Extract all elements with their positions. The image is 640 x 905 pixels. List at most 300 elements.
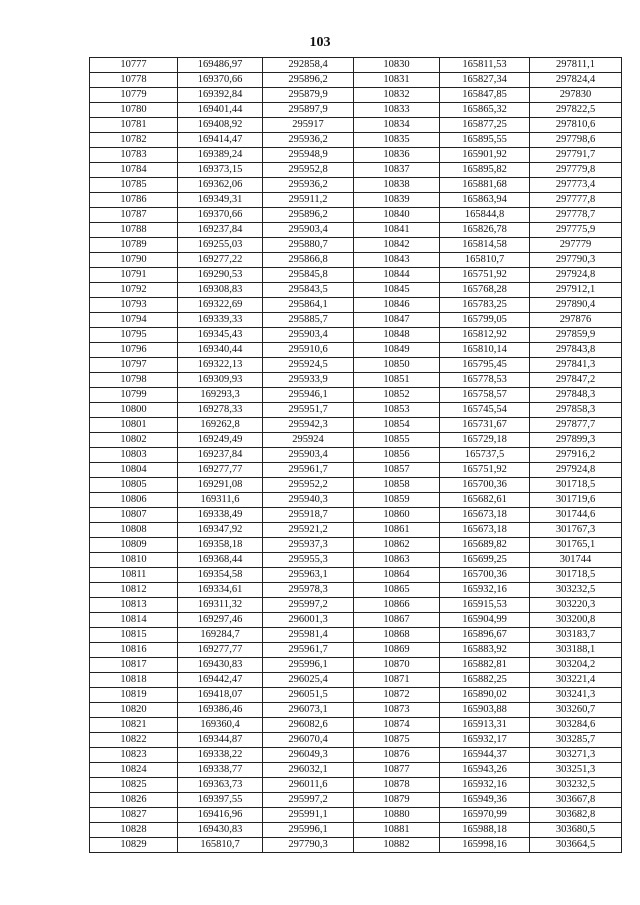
x-coordinate-right: 165988,18 xyxy=(440,823,530,838)
y-coordinate-left: 297790,3 xyxy=(263,838,354,853)
point-number-left: 10812 xyxy=(90,583,178,598)
point-number-right: 10855 xyxy=(354,433,440,448)
table-row xyxy=(90,313,622,328)
y-coordinate-right: 297773,4 xyxy=(530,178,622,193)
x-coordinate-left: 169370,66 xyxy=(178,73,263,88)
y-coordinate-right: 297890,4 xyxy=(530,298,622,313)
point-number-left: 10797 xyxy=(90,358,178,373)
point-number-right: 10867 xyxy=(354,613,440,628)
y-coordinate-right: 297824,4 xyxy=(530,73,622,88)
y-coordinate-left: 295937,3 xyxy=(263,538,354,553)
x-coordinate-right: 165814,58 xyxy=(440,238,530,253)
table-row xyxy=(90,148,622,163)
x-coordinate-right: 165778,53 xyxy=(440,373,530,388)
x-coordinate-left: 169237,84 xyxy=(178,223,263,238)
x-coordinate-left: 169347,92 xyxy=(178,523,263,538)
point-number-left: 10786 xyxy=(90,193,178,208)
y-coordinate-left: 295946,1 xyxy=(263,388,354,403)
point-number-left: 10824 xyxy=(90,763,178,778)
point-number-left: 10808 xyxy=(90,523,178,538)
point-number-right: 10871 xyxy=(354,673,440,688)
y-coordinate-left: 295952,8 xyxy=(263,163,354,178)
y-coordinate-left: 295843,5 xyxy=(263,283,354,298)
y-coordinate-left: 296073,1 xyxy=(263,703,354,718)
table-row xyxy=(90,433,622,448)
x-coordinate-right: 165751,92 xyxy=(440,463,530,478)
y-coordinate-right: 303664,5 xyxy=(530,838,622,853)
point-number-left: 10826 xyxy=(90,793,178,808)
table-row xyxy=(90,448,622,463)
x-coordinate-left: 169373,15 xyxy=(178,163,263,178)
x-coordinate-left: 169486,97 xyxy=(178,58,263,73)
x-coordinate-right: 165896,67 xyxy=(440,628,530,643)
x-coordinate-left: 169386,46 xyxy=(178,703,263,718)
point-number-right: 10830 xyxy=(354,58,440,73)
y-coordinate-left: 296082,6 xyxy=(263,718,354,733)
point-number-left: 10804 xyxy=(90,463,178,478)
y-coordinate-left: 295952,2 xyxy=(263,478,354,493)
x-coordinate-right: 165901,92 xyxy=(440,148,530,163)
x-coordinate-left: 169430,83 xyxy=(178,823,263,838)
table-row xyxy=(90,373,622,388)
y-coordinate-right: 303220,3 xyxy=(530,598,622,613)
point-number-right: 10879 xyxy=(354,793,440,808)
point-number-left: 10783 xyxy=(90,148,178,163)
y-coordinate-left: 295911,2 xyxy=(263,193,354,208)
table-row xyxy=(90,268,622,283)
x-coordinate-right: 165682,61 xyxy=(440,493,530,508)
y-coordinate-left: 295903,4 xyxy=(263,448,354,463)
table-row xyxy=(90,253,622,268)
y-coordinate-right: 297811,1 xyxy=(530,58,622,73)
point-number-left: 10777 xyxy=(90,58,178,73)
point-number-right: 10850 xyxy=(354,358,440,373)
y-coordinate-left: 295918,7 xyxy=(263,508,354,523)
y-coordinate-left: 295978,3 xyxy=(263,583,354,598)
point-number-left: 10785 xyxy=(90,178,178,193)
y-coordinate-left: 296001,3 xyxy=(263,613,354,628)
y-coordinate-left: 295921,2 xyxy=(263,523,354,538)
x-coordinate-right: 165883,92 xyxy=(440,643,530,658)
y-coordinate-left: 295936,2 xyxy=(263,133,354,148)
table-row xyxy=(90,553,622,568)
x-coordinate-left: 169339,33 xyxy=(178,313,263,328)
point-number-left: 10794 xyxy=(90,313,178,328)
y-coordinate-right: 297924,8 xyxy=(530,268,622,283)
y-coordinate-left: 295879,9 xyxy=(263,88,354,103)
point-number-right: 10835 xyxy=(354,133,440,148)
y-coordinate-right: 303285,7 xyxy=(530,733,622,748)
point-number-right: 10841 xyxy=(354,223,440,238)
x-coordinate-left: 169293,3 xyxy=(178,388,263,403)
point-number-right: 10856 xyxy=(354,448,440,463)
table-row xyxy=(90,838,622,853)
point-number-right: 10840 xyxy=(354,208,440,223)
y-coordinate-right: 303204,2 xyxy=(530,658,622,673)
y-coordinate-right: 303680,5 xyxy=(530,823,622,838)
x-coordinate-right: 165913,31 xyxy=(440,718,530,733)
y-coordinate-right: 303200,8 xyxy=(530,613,622,628)
x-coordinate-right: 165768,28 xyxy=(440,283,530,298)
y-coordinate-right: 297791,7 xyxy=(530,148,622,163)
table-row xyxy=(90,583,622,598)
x-coordinate-right: 165881,68 xyxy=(440,178,530,193)
y-coordinate-right: 297830 xyxy=(530,88,622,103)
y-coordinate-right: 297790,3 xyxy=(530,253,622,268)
point-number-left: 10791 xyxy=(90,268,178,283)
x-coordinate-left: 169354,58 xyxy=(178,568,263,583)
point-number-right: 10869 xyxy=(354,643,440,658)
point-number-right: 10846 xyxy=(354,298,440,313)
x-coordinate-left: 169322,69 xyxy=(178,298,263,313)
point-number-left: 10779 xyxy=(90,88,178,103)
table-row xyxy=(90,223,622,238)
x-coordinate-left: 169360,4 xyxy=(178,718,263,733)
table-row xyxy=(90,688,622,703)
point-number-right: 10847 xyxy=(354,313,440,328)
x-coordinate-right: 165745,54 xyxy=(440,403,530,418)
x-coordinate-right: 165932,16 xyxy=(440,778,530,793)
point-number-left: 10801 xyxy=(90,418,178,433)
x-coordinate-right: 165700,36 xyxy=(440,568,530,583)
y-coordinate-left: 295936,2 xyxy=(263,178,354,193)
x-coordinate-right: 165882,81 xyxy=(440,658,530,673)
table-row xyxy=(90,718,622,733)
table-row xyxy=(90,493,622,508)
x-coordinate-right: 165904,99 xyxy=(440,613,530,628)
y-coordinate-right: 297810,6 xyxy=(530,118,622,133)
point-number-left: 10798 xyxy=(90,373,178,388)
x-coordinate-left: 169397,55 xyxy=(178,793,263,808)
table-row xyxy=(90,598,622,613)
point-number-right: 10881 xyxy=(354,823,440,838)
x-coordinate-right: 165944,37 xyxy=(440,748,530,763)
x-coordinate-left: 169277,77 xyxy=(178,463,263,478)
y-coordinate-left: 295991,1 xyxy=(263,808,354,823)
table-row xyxy=(90,418,622,433)
x-coordinate-left: 169363,73 xyxy=(178,778,263,793)
x-coordinate-left: 169290,53 xyxy=(178,268,263,283)
table-row xyxy=(90,118,622,133)
page-number: 103 xyxy=(309,35,331,50)
x-coordinate-right: 165751,92 xyxy=(440,268,530,283)
x-coordinate-left: 169430,83 xyxy=(178,658,263,673)
x-coordinate-left: 169284,7 xyxy=(178,628,263,643)
point-number-left: 10806 xyxy=(90,493,178,508)
x-coordinate-right: 165737,5 xyxy=(440,448,530,463)
y-coordinate-left: 295924 xyxy=(263,433,354,448)
x-coordinate-right: 165863,94 xyxy=(440,193,530,208)
point-number-right: 10880 xyxy=(354,808,440,823)
x-coordinate-left: 169277,22 xyxy=(178,253,263,268)
point-number-left: 10778 xyxy=(90,73,178,88)
x-coordinate-right: 165932,16 xyxy=(440,583,530,598)
point-number-right: 10878 xyxy=(354,778,440,793)
point-number-left: 10816 xyxy=(90,643,178,658)
x-coordinate-right: 165783,25 xyxy=(440,298,530,313)
y-coordinate-right: 297778,7 xyxy=(530,208,622,223)
table-row xyxy=(90,478,622,493)
x-coordinate-right: 165895,55 xyxy=(440,133,530,148)
x-coordinate-right: 165865,32 xyxy=(440,103,530,118)
x-coordinate-left: 169368,44 xyxy=(178,553,263,568)
x-coordinate-right: 165689,82 xyxy=(440,538,530,553)
y-coordinate-right: 303682,8 xyxy=(530,808,622,823)
point-number-left: 10822 xyxy=(90,733,178,748)
x-coordinate-left: 169322,13 xyxy=(178,358,263,373)
x-coordinate-left: 169338,22 xyxy=(178,748,263,763)
table-row xyxy=(90,673,622,688)
point-number-right: 10849 xyxy=(354,343,440,358)
x-coordinate-left: 169249,49 xyxy=(178,433,263,448)
x-coordinate-right: 165844,8 xyxy=(440,208,530,223)
x-coordinate-left: 169311,6 xyxy=(178,493,263,508)
y-coordinate-right: 303251,3 xyxy=(530,763,622,778)
point-number-right: 10839 xyxy=(354,193,440,208)
x-coordinate-right: 165810,7 xyxy=(440,253,530,268)
point-number-right: 10862 xyxy=(354,538,440,553)
x-coordinate-right: 165673,18 xyxy=(440,523,530,538)
point-number-left: 10807 xyxy=(90,508,178,523)
y-coordinate-left: 295924,5 xyxy=(263,358,354,373)
point-number-right: 10857 xyxy=(354,463,440,478)
point-number-right: 10852 xyxy=(354,388,440,403)
table-row xyxy=(90,778,622,793)
y-coordinate-left: 295897,9 xyxy=(263,103,354,118)
table-row xyxy=(90,238,622,253)
point-number-right: 10833 xyxy=(354,103,440,118)
point-number-left: 10790 xyxy=(90,253,178,268)
x-coordinate-left: 169358,18 xyxy=(178,538,263,553)
point-number-right: 10851 xyxy=(354,373,440,388)
point-number-left: 10799 xyxy=(90,388,178,403)
coordinates-table xyxy=(89,57,622,853)
y-coordinate-right: 301719,6 xyxy=(530,493,622,508)
table-row xyxy=(90,58,622,73)
point-number-right: 10832 xyxy=(354,88,440,103)
point-number-right: 10882 xyxy=(354,838,440,853)
y-coordinate-right: 303667,8 xyxy=(530,793,622,808)
x-coordinate-right: 165811,53 xyxy=(440,58,530,73)
table-row xyxy=(90,568,622,583)
y-coordinate-right: 297843,8 xyxy=(530,343,622,358)
y-coordinate-right: 303221,4 xyxy=(530,673,622,688)
table-row xyxy=(90,658,622,673)
y-coordinate-right: 303284,6 xyxy=(530,718,622,733)
table-row xyxy=(90,628,622,643)
y-coordinate-left: 296049,3 xyxy=(263,748,354,763)
y-coordinate-right: 297924,8 xyxy=(530,463,622,478)
point-number-left: 10781 xyxy=(90,118,178,133)
x-coordinate-right: 165949,36 xyxy=(440,793,530,808)
coordinates-table-body xyxy=(90,58,622,853)
y-coordinate-right: 297858,3 xyxy=(530,403,622,418)
y-coordinate-left: 295996,1 xyxy=(263,658,354,673)
point-number-left: 10784 xyxy=(90,163,178,178)
y-coordinate-left: 295896,2 xyxy=(263,73,354,88)
table-row xyxy=(90,733,622,748)
x-coordinate-right: 165699,25 xyxy=(440,553,530,568)
table-row xyxy=(90,808,622,823)
x-coordinate-right: 165810,14 xyxy=(440,343,530,358)
x-coordinate-right: 165903,88 xyxy=(440,703,530,718)
x-coordinate-left: 169237,84 xyxy=(178,448,263,463)
point-number-right: 10845 xyxy=(354,283,440,298)
x-coordinate-left: 169291,08 xyxy=(178,478,263,493)
point-number-right: 10861 xyxy=(354,523,440,538)
x-coordinate-left: 169278,33 xyxy=(178,403,263,418)
point-number-left: 10780 xyxy=(90,103,178,118)
point-number-left: 10823 xyxy=(90,748,178,763)
table-row xyxy=(90,538,622,553)
y-coordinate-left: 295910,6 xyxy=(263,343,354,358)
y-coordinate-left: 295981,4 xyxy=(263,628,354,643)
table-row xyxy=(90,208,622,223)
point-number-right: 10866 xyxy=(354,598,440,613)
table-row xyxy=(90,763,622,778)
point-number-left: 10827 xyxy=(90,808,178,823)
x-coordinate-left: 169309,93 xyxy=(178,373,263,388)
point-number-left: 10829 xyxy=(90,838,178,853)
x-coordinate-right: 165812,92 xyxy=(440,328,530,343)
y-coordinate-right: 303260,7 xyxy=(530,703,622,718)
x-coordinate-right: 165847,85 xyxy=(440,88,530,103)
x-coordinate-left: 169442,47 xyxy=(178,673,263,688)
y-coordinate-right: 303241,3 xyxy=(530,688,622,703)
y-coordinate-left: 295997,2 xyxy=(263,793,354,808)
y-coordinate-right: 297779,8 xyxy=(530,163,622,178)
x-coordinate-right: 165731,67 xyxy=(440,418,530,433)
table-row xyxy=(90,523,622,538)
y-coordinate-right: 301718,5 xyxy=(530,568,622,583)
y-coordinate-right: 297775,9 xyxy=(530,223,622,238)
point-number-left: 10805 xyxy=(90,478,178,493)
x-coordinate-left: 169255,03 xyxy=(178,238,263,253)
x-coordinate-left: 169338,49 xyxy=(178,508,263,523)
y-coordinate-right: 303183,7 xyxy=(530,628,622,643)
point-number-left: 10825 xyxy=(90,778,178,793)
point-number-left: 10814 xyxy=(90,613,178,628)
x-coordinate-right: 165877,25 xyxy=(440,118,530,133)
y-coordinate-right: 297876 xyxy=(530,313,622,328)
point-number-right: 10858 xyxy=(354,478,440,493)
y-coordinate-right: 297841,3 xyxy=(530,358,622,373)
y-coordinate-right: 301765,1 xyxy=(530,538,622,553)
table-row xyxy=(90,283,622,298)
x-coordinate-right: 165895,82 xyxy=(440,163,530,178)
x-coordinate-right: 165970,99 xyxy=(440,808,530,823)
point-number-right: 10864 xyxy=(354,568,440,583)
x-coordinate-left: 169338,77 xyxy=(178,763,263,778)
x-coordinate-left: 169262,8 xyxy=(178,418,263,433)
point-number-right: 10836 xyxy=(354,148,440,163)
x-coordinate-left: 169308,83 xyxy=(178,283,263,298)
point-number-right: 10842 xyxy=(354,238,440,253)
table-row xyxy=(90,463,622,478)
y-coordinate-left: 295896,2 xyxy=(263,208,354,223)
y-coordinate-right: 301744 xyxy=(530,553,622,568)
y-coordinate-left: 295845,8 xyxy=(263,268,354,283)
y-coordinate-right: 297877,7 xyxy=(530,418,622,433)
point-number-right: 10860 xyxy=(354,508,440,523)
point-number-right: 10876 xyxy=(354,748,440,763)
x-coordinate-left: 169345,43 xyxy=(178,328,263,343)
x-coordinate-right: 165795,45 xyxy=(440,358,530,373)
point-number-right: 10844 xyxy=(354,268,440,283)
x-coordinate-left: 169349,31 xyxy=(178,193,263,208)
y-coordinate-left: 295880,7 xyxy=(263,238,354,253)
point-number-left: 10817 xyxy=(90,658,178,673)
table-row xyxy=(90,298,622,313)
point-number-right: 10837 xyxy=(354,163,440,178)
y-coordinate-left: 296025,4 xyxy=(263,673,354,688)
y-coordinate-left: 295903,4 xyxy=(263,223,354,238)
y-coordinate-right: 297899,3 xyxy=(530,433,622,448)
x-coordinate-left: 165810,7 xyxy=(178,838,263,853)
x-coordinate-left: 169414,47 xyxy=(178,133,263,148)
point-number-right: 10853 xyxy=(354,403,440,418)
point-number-left: 10800 xyxy=(90,403,178,418)
x-coordinate-left: 169344,87 xyxy=(178,733,263,748)
y-coordinate-left: 292858,4 xyxy=(263,58,354,73)
table-row xyxy=(90,703,622,718)
y-coordinate-left: 295997,2 xyxy=(263,598,354,613)
table-row xyxy=(90,388,622,403)
table-row xyxy=(90,73,622,88)
y-coordinate-left: 295951,7 xyxy=(263,403,354,418)
x-coordinate-right: 165943,26 xyxy=(440,763,530,778)
y-coordinate-left: 295961,7 xyxy=(263,463,354,478)
point-number-left: 10787 xyxy=(90,208,178,223)
table-row xyxy=(90,103,622,118)
y-coordinate-right: 297822,5 xyxy=(530,103,622,118)
point-number-right: 10863 xyxy=(354,553,440,568)
point-number-right: 10868 xyxy=(354,628,440,643)
point-number-left: 10821 xyxy=(90,718,178,733)
y-coordinate-left: 295940,3 xyxy=(263,493,354,508)
x-coordinate-right: 165729,18 xyxy=(440,433,530,448)
table-row xyxy=(90,403,622,418)
y-coordinate-right: 297847,2 xyxy=(530,373,622,388)
y-coordinate-left: 295903,4 xyxy=(263,328,354,343)
x-coordinate-right: 165827,34 xyxy=(440,73,530,88)
point-number-right: 10873 xyxy=(354,703,440,718)
point-number-left: 10819 xyxy=(90,688,178,703)
x-coordinate-right: 165700,36 xyxy=(440,478,530,493)
point-number-left: 10810 xyxy=(90,553,178,568)
point-number-left: 10828 xyxy=(90,823,178,838)
y-coordinate-right: 303232,5 xyxy=(530,583,622,598)
y-coordinate-left: 295961,7 xyxy=(263,643,354,658)
point-number-left: 10788 xyxy=(90,223,178,238)
table-row xyxy=(90,748,622,763)
table-row xyxy=(90,88,622,103)
point-number-right: 10875 xyxy=(354,733,440,748)
point-number-left: 10795 xyxy=(90,328,178,343)
table-row xyxy=(90,178,622,193)
point-number-right: 10877 xyxy=(354,763,440,778)
x-coordinate-left: 169311,32 xyxy=(178,598,263,613)
y-coordinate-left: 295948,9 xyxy=(263,148,354,163)
x-coordinate-left: 169416,96 xyxy=(178,808,263,823)
y-coordinate-left: 296032,1 xyxy=(263,763,354,778)
y-coordinate-right: 297798,6 xyxy=(530,133,622,148)
x-coordinate-right: 165673,18 xyxy=(440,508,530,523)
point-number-left: 10820 xyxy=(90,703,178,718)
table-row xyxy=(90,793,622,808)
point-number-left: 10813 xyxy=(90,598,178,613)
y-coordinate-right: 297912,1 xyxy=(530,283,622,298)
